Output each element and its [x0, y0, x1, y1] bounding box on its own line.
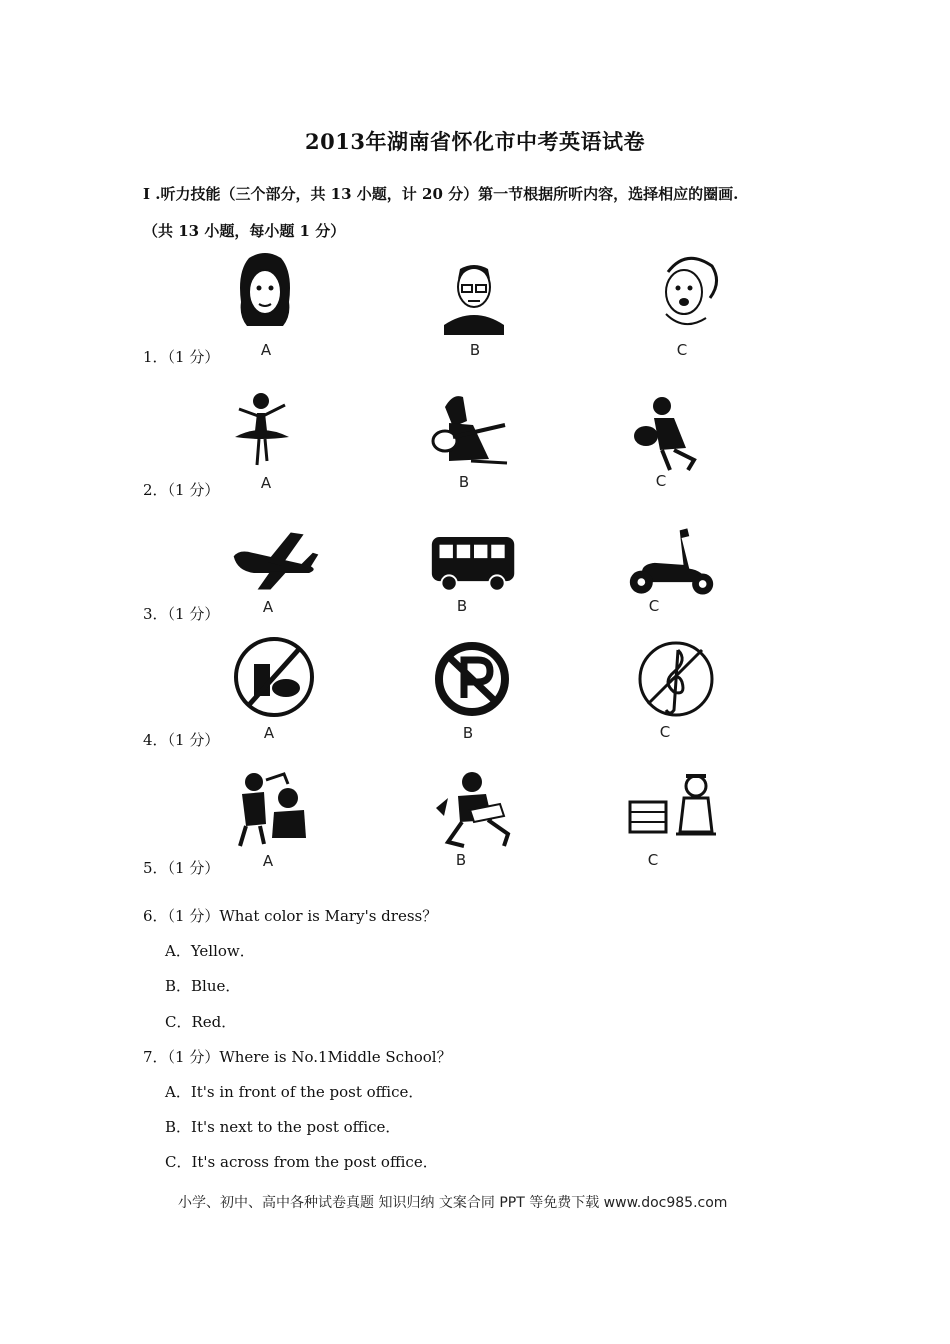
question-5-number: 5．（1 分） [143, 859, 220, 877]
question-7-option-b: B．It's next to the post office． [165, 1118, 401, 1136]
question-4-number: 4．（1 分） [143, 731, 220, 749]
option-letter: C [676, 341, 688, 359]
question-7-option-a: A．It's in front of the post office． [165, 1083, 424, 1101]
option-letter: B [458, 473, 470, 491]
scooter-icon [626, 520, 718, 602]
girl-face-icon [640, 252, 732, 334]
ballet-dancer-icon [219, 387, 311, 469]
question-6-option-b: B．Blue． [165, 977, 241, 995]
option-letter: A [260, 474, 272, 492]
question-6-stem: 6．（1 分）What color is Mary's dress？ [143, 907, 438, 925]
option-letter: C [659, 723, 671, 741]
option-letter: B [469, 341, 481, 359]
option-letter: C [647, 851, 659, 869]
option-letter: B [455, 851, 467, 869]
no-food-sign-icon [228, 636, 320, 718]
option-letter: A [260, 341, 272, 359]
question-7-stem: 7．（1 分）Where is No.1Middle School？ [143, 1048, 452, 1066]
question-7-option-c: C．It's across from the post office． [165, 1153, 438, 1171]
question-3-number: 3．（1 分） [143, 605, 220, 623]
no-parking-sign-icon [426, 636, 518, 718]
option-letter: B [462, 724, 474, 742]
option-letter: C [655, 472, 667, 490]
option-letter: A [263, 724, 275, 742]
question-6-option-a: A．Yellow． [165, 942, 255, 960]
page-title: 2013年湖南省怀化市中考英语试卷 [305, 129, 645, 154]
reading-person-icon [430, 768, 522, 850]
drummer-icon [630, 392, 722, 474]
people-scene-icon [226, 768, 318, 850]
airplane-icon [230, 520, 322, 602]
section-heading-line2: （共 13 小题，每小题 1 分） [143, 222, 346, 240]
option-letter: A [262, 598, 274, 616]
woman-face-icon [219, 250, 311, 332]
child-with-box-icon [626, 768, 718, 850]
man-with-glasses-icon [428, 255, 520, 337]
guitar-player-icon [423, 387, 515, 469]
no-music-sign-icon [630, 636, 722, 718]
page-footer: 小学、初中、高中各种试卷真题 知识归纳 文案合同 PPT 等免费下载 www.doc985.com [178, 1195, 728, 1211]
question-1-number: 1．（1 分） [143, 348, 220, 366]
option-letter: B [456, 597, 468, 615]
question-6-option-c: C．Red． [165, 1013, 237, 1031]
section-heading-line1: I .听力技能（三个部分，共 13 小题，计 20 分）第一节根据所听内容，选择相应的圈画. [143, 185, 739, 203]
bus-icon [428, 520, 520, 602]
option-letter: C [648, 597, 660, 615]
option-letter: A [262, 852, 274, 870]
question-2-number: 2．（1 分） [143, 481, 220, 499]
